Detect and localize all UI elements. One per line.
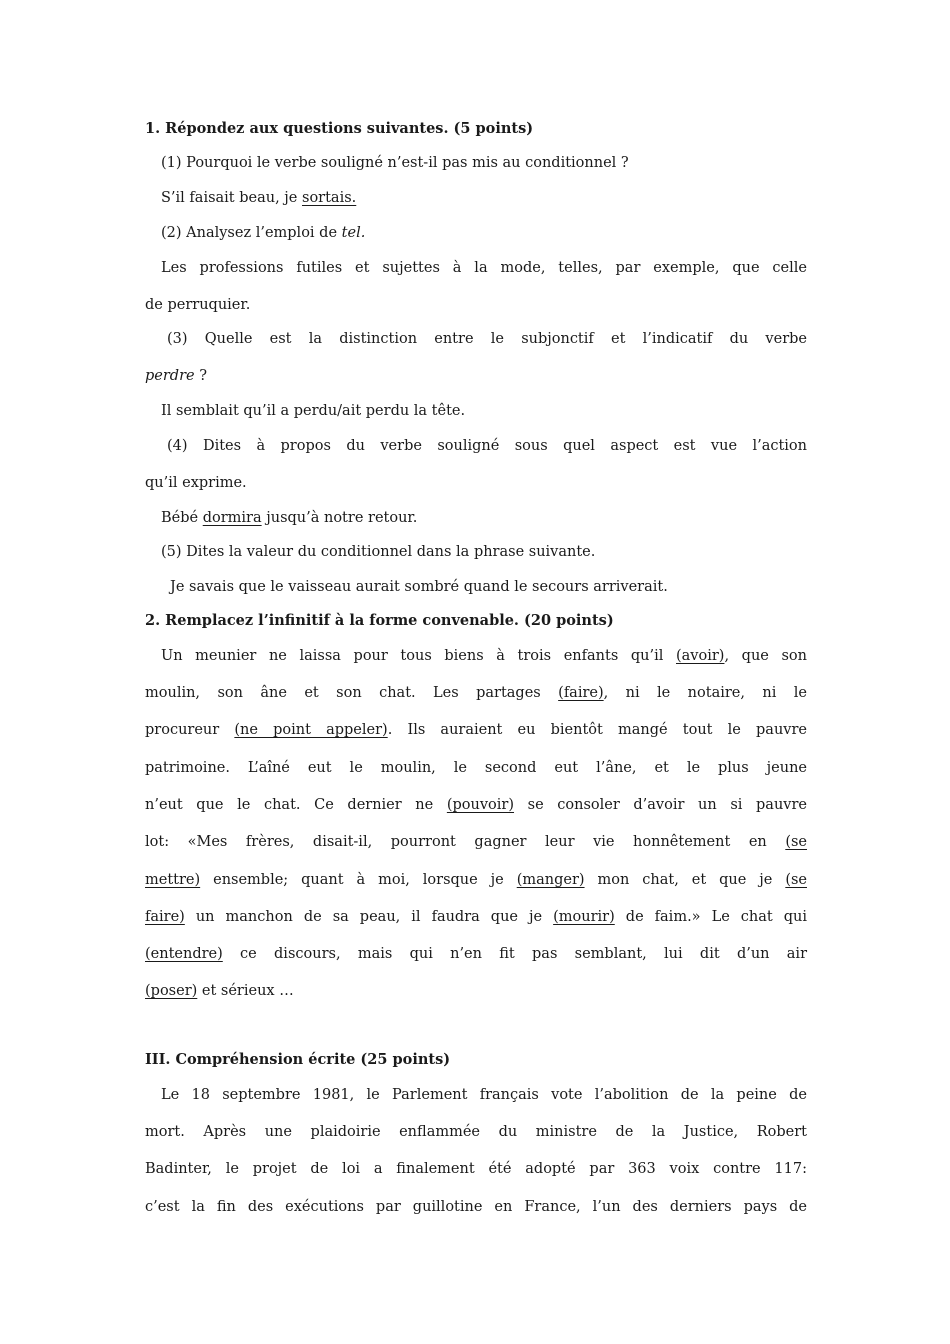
blank-verb: (ne point appeler) bbox=[234, 722, 388, 738]
italic-word: perdre bbox=[145, 368, 195, 384]
underlined-verb: dormira bbox=[202, 510, 262, 526]
section2-line-7 bbox=[145, 870, 807, 890]
italic-word: tel. bbox=[341, 225, 366, 241]
question-4-line-1: (4) Dites à propos du verbe souligné sous quel aspect est vue l’action bbox=[167, 438, 807, 454]
blank-verb: (entendre) bbox=[145, 946, 223, 962]
text: n’eut que le chat. Ce dernier ne bbox=[145, 797, 447, 813]
example-text: jusqu’à notre retour. bbox=[261, 510, 418, 526]
blank-verb: (faire) bbox=[558, 685, 604, 701]
section2-line-6 bbox=[145, 832, 807, 852]
section3-line-4: c’est la fin des exécutions par guillotine en France, l’un des derniers pays de bbox=[145, 1199, 807, 1215]
blank-verb: (se bbox=[785, 872, 807, 888]
question-4-line-2: qu’il exprime. bbox=[145, 475, 247, 491]
example-text: S’il faisait beau, je bbox=[161, 190, 302, 206]
text: un manchon de sa peau, il faudra que je bbox=[184, 909, 554, 925]
text: . Ils auraient eu bientôt mangé tout le pauvre bbox=[387, 722, 807, 738]
text: , que son bbox=[724, 648, 808, 664]
section2-title: 2. Remplacez l’infinitif à la forme convenable. (20 points) bbox=[145, 612, 614, 629]
question-5-example: Je savais que le vaisseau aurait sombré quand le secours arriverait. bbox=[170, 579, 668, 595]
section3-line-2: mort. Après une plaidoirie enflammée du ministre de la Justice, Robert bbox=[145, 1124, 807, 1140]
question-3-line-2 bbox=[145, 366, 807, 386]
section3-line-1: Le 18 septembre 1981, le Parlement français vote l’abolition de la peine de bbox=[161, 1087, 807, 1103]
question-2-example-line-2: de perruquier. bbox=[145, 297, 251, 313]
text: mon chat, et que je bbox=[584, 872, 786, 888]
section2-line-8 bbox=[145, 907, 807, 927]
blank-verb: mettre) bbox=[145, 872, 201, 888]
text: et sérieux … bbox=[197, 983, 294, 999]
question-mark: ? bbox=[194, 368, 207, 384]
blank-verb: (avoir) bbox=[676, 648, 725, 664]
section3-title: III. Compréhension écrite (25 points) bbox=[145, 1051, 451, 1068]
question-3-example: Il semblait qu’il a perdu/ait perdu la tête. bbox=[161, 403, 466, 419]
text: moulin, son âne et son chat. Les partages bbox=[145, 685, 559, 701]
text: procureur bbox=[145, 722, 235, 738]
question-2-example-line-1: Les professions futiles et sujettes à la mode, telles, par exemple, que celle bbox=[161, 260, 807, 276]
blank-verb: (poser) bbox=[145, 983, 198, 999]
question-text: (2) Analysez l’emploi de bbox=[161, 225, 342, 241]
question-5: (5) Dites la valeur du conditionnel dans la phrase suivante. bbox=[161, 544, 596, 560]
blank-verb: (mourir) bbox=[553, 909, 615, 925]
underlined-verb: sortais. bbox=[302, 190, 357, 206]
text: lot: «Mes frères, disait-il, pourront gagner leur vie honnêtement en bbox=[145, 834, 786, 850]
text: de faim.» Le chat qui bbox=[614, 909, 807, 925]
section2-line-10 bbox=[145, 981, 807, 1001]
section1-title: 1. Répondez aux questions suivantes. (5 points) bbox=[145, 120, 534, 137]
text: , ni le notaire, ni le bbox=[603, 685, 807, 701]
question-1-example bbox=[161, 188, 807, 208]
question-3-line-1: (3) Quelle est la distinction entre le subjonctif et l’indicatif du verbe bbox=[167, 331, 807, 347]
text: se consoler d’avoir un si pauvre bbox=[514, 797, 807, 813]
section2-line-1 bbox=[161, 646, 807, 666]
question-2 bbox=[161, 223, 807, 243]
example-text: Bébé bbox=[161, 510, 203, 526]
text: ce discours, mais qui n’en fit pas semblant, lui dit d’un air bbox=[222, 946, 807, 962]
section2-line-5 bbox=[145, 795, 807, 815]
question-4-example bbox=[161, 508, 807, 528]
section2-line-3 bbox=[145, 720, 807, 740]
section3-line-3: Badinter, le projet de loi a finalement été adopté par 363 voix contre 117: bbox=[145, 1161, 807, 1177]
text: Un meunier ne laissa pour tous biens à trois enfants qu’il bbox=[161, 648, 676, 664]
text: ensemble; quant à moi, lorsque je bbox=[200, 872, 517, 888]
section2-line-4: patrimoine. L’aîné eut le moulin, le second eut l’âne, et le plus jeune bbox=[145, 760, 807, 776]
blank-verb: (pouvoir) bbox=[446, 797, 515, 813]
question-1: (1) Pourquoi le verbe souligné n’est-il pas mis au conditionnel ? bbox=[161, 155, 629, 171]
section2-line-2 bbox=[145, 683, 807, 703]
blank-verb: (se bbox=[785, 834, 807, 850]
section2-line-9 bbox=[145, 944, 807, 964]
blank-verb: (manger) bbox=[516, 872, 585, 888]
blank-verb: faire) bbox=[145, 909, 185, 925]
